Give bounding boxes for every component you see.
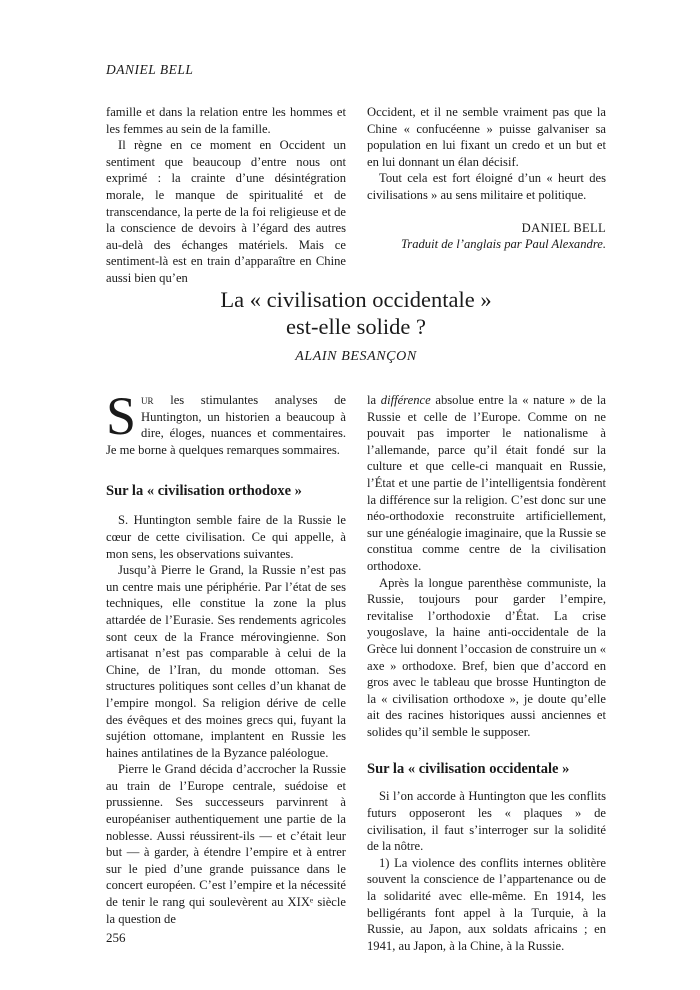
translation-credit: Traduit de l’anglais par Paul Alexandre.: [401, 237, 606, 252]
paragraph: Il règne en ce moment en Occident un sentiment que beaucoup d’entre nous ont exprimé : la crainte d’une désintégration morale, le manque de spiritualité et de transcendance, la perte de la foi religieuse et de la conscience de devoirs à l’égard des autres au-delà des échanges matériels. Mais ce sentiment-là est en train d’apparaître en Chine aussi bien qu’en: [106, 138, 346, 285]
article-author: ALAIN BESANÇON: [295, 349, 417, 364]
body-left-column: [106, 386, 346, 927]
article-title-line1: La « civilisation occidentale »: [220, 287, 492, 312]
text-run: la: [367, 393, 381, 407]
page-number: 256: [106, 930, 126, 945]
intro-text: les stimulantes analyses de Huntington, un historien a beaucoup à dire, éloges, nuances et commentaires. Je me borne à quelques remarques sommaires.: [106, 393, 346, 457]
body-right-column: [367, 392, 606, 954]
paragraph: Après la longue parenthèse communiste, la Russie, toujours pour garder l’empire, revitalise l’orthodoxie d’État. La crise yougoslave, la haine anti-occidentale de la Grèce lui donnent l’occasion de construire un « axe » orthodoxe. Bref, bien que d’accord en gros avec le tableau que brosse Huntington de la « civilisation orthodoxe », je doute qu’elle ait des racines historiques aussi anciennes et solides qu’il semble le supposer.: [367, 575, 606, 739]
paragraph: famille et dans la relation entre les hommes et les femmes au sein de la famille.: [106, 105, 346, 136]
top-left-column: [106, 104, 346, 287]
paragraph: [367, 392, 606, 575]
paragraph: Jusqu’à Pierre le Grand, la Russie n’est pas un centre mais une périphérie. Par l’état de ses techniques, elle constitue la zone la plus attardée de l’Eurasie. Ses rendements agricoles sont ceux de la France mérovingienne. Son artisanat n’est pas comparable à celui de la Chine, de l’Iran, du monde ottoman. Ses structures politiques sont celles d’un khanat de l’empire mongol. Sa religion dérive de celle des évêques et des moines grecs qui, fuyant la sujétion ottomane, implantent en Russie les haines antilatines de la Byzance paléologue.: [106, 563, 346, 760]
intro-smallcaps: ur: [141, 393, 154, 407]
emphasis: différence: [380, 393, 431, 407]
drop-cap: S: [106, 386, 137, 446]
paragraph: Si l’on accorde à Huntington que les conflits futurs opposeront les « plaques » de civilisation, il faut s’interroger sur la solidité de la nôtre.: [367, 789, 606, 854]
section-heading: Sur la « civilisation occidentale »: [367, 761, 570, 778]
section-heading: Sur la « civilisation orthodoxe »: [106, 483, 302, 500]
paragraph: Occident, et il ne semble vraiment pas que la Chine « confucéenne » puisse galvaniser sa population en lui fixant un credo et un but et en lui donnant un élan décisif.: [367, 105, 606, 169]
text-run: absolue entre la « nature » de la Russie et celle de l’Europe. Comme on ne pouvait pas importer le nationalisme à l’allemande, parce qu’il était fondé sur la culture et que celle-ci manquait en Russie, l’État et une partie de l’intelligentsia fondèrent la différence sur la religion. C’est donc sur une néo-orthodoxie reconstruite artificiellement, sur une généalogie imaginaire, que la Russie se constitua comme centre de la civilisation orthodoxe.: [367, 393, 606, 573]
paragraph: Pierre le Grand décida d’accrocher la Russie au train de l’Europe centrale, suédoise et prussienne. Ses successeurs parvinrent à européaniser authentiquement une partie de la noblesse. Aussi réussirent-ils — et c’était leur but — à garder, à étendre l’empire et à entrer sur le pied d’une grande puissance dans le concert européen. C’est l’empire et la nécessité de tenir le rang qui soulevèrent au XIXᵉ siècle la question de: [106, 762, 346, 926]
paragraph: Tout cela est fort éloigné d’un « heurt des civilisations » au sens militaire et politique.: [367, 171, 606, 202]
article-title: [106, 286, 606, 340]
article-title-line2: est-elle solide ?: [286, 314, 426, 339]
paragraph: S. Huntington semble faire de la Russie le cœur de cette civilisation. Ce qui appelle, à mon sens, les observations suivantes.: [106, 513, 346, 561]
top-right-column: [367, 104, 606, 253]
intro-paragraph: [106, 386, 346, 458]
signature-name: DANIEL BELL: [521, 220, 606, 235]
paragraph: 1) La violence des conflits internes oblitère souvent la conscience de l’appartenance ou de la solidarité avec elle-même. En 1914, les belligérants font appel à la Turquie, à la Russie, au Japon, aux soldats africains ; en 1941, au Japon, à la Chine, à la Russie.: [367, 855, 606, 953]
running-head: DANIEL BELL: [106, 62, 194, 77]
signature-block: [367, 220, 606, 253]
